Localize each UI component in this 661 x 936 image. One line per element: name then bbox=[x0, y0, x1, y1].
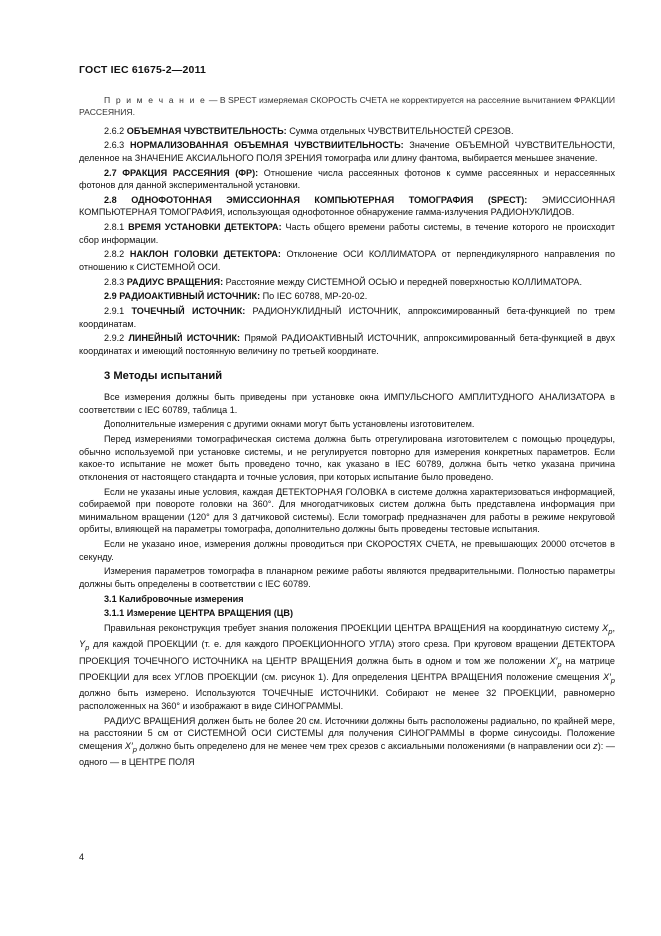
section-3-paragraph: Если не указано иное, измерения должны проводиться при СКОРОСТЯХ СЧЕТА, не превышающих 20000 отсчетов в секунду. bbox=[79, 539, 615, 562]
cor-paragraph-1 bbox=[79, 622, 615, 713]
def-text: Расстояние между СИСТЕМНОЙ ОСЬЮ и передней поверхностью КОЛЛИМАТОРА. bbox=[223, 276, 583, 287]
subscript-p: p bbox=[608, 626, 613, 636]
section-3-paragraph: Если не указаны иные условия, каждая ДЕТЕКТОРНАЯ ГОЛОВКА в системе должна характеризоваться информацией, собираемой при повороте головки на 360°. Для многодатчиковых систем должна быть представлена информация при минимальном вращении (120° для 3 датчиковой системы). Если томограф предназначен для работы в режиме некруговой орбиты, влияющей на параметры томографа, дополнительно должны быть проведены тестовые испытания. bbox=[79, 486, 615, 535]
def-2-7 bbox=[79, 167, 615, 192]
subscript-p: p bbox=[132, 744, 137, 754]
symbol-xprime: X′ bbox=[124, 740, 133, 751]
cor-paragraph-2 bbox=[79, 715, 615, 769]
text-run: ): — одного — в ЦЕНТРЕ ПОЛЯ bbox=[79, 740, 615, 768]
def-term: ВРЕМЯ УСТАНОВКИ ДЕТЕКТОРА: bbox=[128, 222, 282, 233]
def-number: 2.7 bbox=[104, 167, 117, 178]
def-text: Отклонение ОСИ КОЛЛИМАТОРА от перпендикулярного направления по отношению к СИСТЕМНОЙ ОСИ. bbox=[79, 249, 616, 272]
def-number: 2.8.2 bbox=[104, 249, 125, 260]
def-2-8-1 bbox=[79, 221, 615, 246]
def-number: 2.9.1 bbox=[104, 306, 125, 317]
symbol-z: z bbox=[593, 740, 598, 751]
def-term: ТОЧЕЧНЫЙ ИСТОЧНИК: bbox=[131, 306, 246, 317]
def-2-8 bbox=[79, 194, 615, 219]
def-term: РАДИОАКТИВНЫЙ ИСТОЧНИК: bbox=[119, 291, 261, 302]
def-text: РАДИОНУКЛИДНЫЙ ИСТОЧНИК, аппроксимированный бета-функцией по трем координатам. bbox=[79, 306, 615, 329]
def-text: Значение ОБЪЕМНОЙ ЧУВСТВИТЕЛЬНОСТИ, деленное на ЗНАЧЕНИЕ АКСИАЛЬНОГО ПОЛЯ ЗРЕНИЯ томографа или длину фантома, выбирается меньшее значение. bbox=[79, 140, 615, 163]
def-term: ЛИНЕЙНЫЙ ИСТОЧНИК: bbox=[128, 333, 241, 344]
def-2-8-3 bbox=[79, 276, 615, 289]
section-3-heading: 3 Методы испытаний bbox=[104, 369, 223, 382]
section-3-paragraph: Перед измерениями томографическая система должна быть отрегулирована изготовителем с помощью процедуры, обычно используемой при установке системы, и не регулируется повторно для измерения конкретных параметров. Если какое-то испытание не может быть проведено точно, как указано в IEC 60789, должна быть четко указана причина отклонения от настоящего стандарта и точные условия, при которых испытание было проведено. bbox=[79, 434, 615, 482]
symbol-xprime: X′ bbox=[549, 655, 558, 666]
def-2-9-1 bbox=[79, 305, 615, 330]
def-number: 2.9.2 bbox=[104, 333, 125, 344]
def-term: НАКЛОН ГОЛОВКИ ДЕТЕКТОРА: bbox=[129, 249, 281, 260]
def-text: По IEC 60788, МР-20-02. bbox=[260, 291, 368, 302]
def-number: 2.9 bbox=[104, 291, 117, 302]
document-header: ГОСТ IEC 61675-2—2011 bbox=[79, 64, 207, 76]
section-3-paragraph: Все измерения должны быть приведены при установке окна ИМПУЛЬСНОГО АМПЛИТУДНОГО АНАЛИЗАТОРА в соответствии с IEC 60789, таблица 1. bbox=[79, 392, 615, 415]
def-number: 2.6.2 bbox=[104, 125, 125, 136]
def-term: РАДИУС ВРАЩЕНИЯ: bbox=[126, 276, 224, 287]
symbol-yp: Y bbox=[79, 639, 86, 650]
def-term: ФРАКЦИЯ РАССЕЯНИЯ (ФР): bbox=[122, 167, 259, 178]
text-run: Правильная реконструкция требует знания положения ПРОЕКЦИИ ЦЕНТРА ВРАЩЕНИЯ на координатную систему bbox=[104, 622, 603, 633]
symbol-xp: X bbox=[602, 622, 609, 633]
symbol-xprime: X′ bbox=[603, 672, 611, 682]
def-text: ЭМИССИОННАЯ КОМПЬЮТЕРНАЯ ТОМОГРАФИЯ, использующая однофотонное обнаружение гамма-излучения РАДИОНУКЛИДОВ. bbox=[79, 194, 616, 218]
def-term: ОДНОФОТОННАЯ ЭМИССИОННАЯ КОМПЬЮТЕРНАЯ ТОМОГРАФИЯ (SPECT): bbox=[131, 194, 528, 205]
page-number: 4 bbox=[79, 852, 85, 862]
note-label: П р и м е ч а н и е bbox=[104, 95, 207, 105]
def-number: 2.8.3 bbox=[104, 276, 125, 287]
section-3-1-1-heading: 3.1.1 Измерение ЦЕНТРА ВРАЩЕНИЯ (ЦВ) bbox=[104, 608, 294, 619]
subscript-p: p bbox=[85, 643, 90, 652]
def-text: Сумма отдельных ЧУВСТВИТЕЛЬНОСТЕЙ СРЕЗОВ. bbox=[286, 125, 514, 136]
note-text: — В SPECT измеряемая СКОРОСТЬ СЧЕТА не корректируется на рассеяние вычитанием ФРАКЦИИ РАССЕЯНИЯ. bbox=[79, 95, 615, 117]
section-3-1-heading: 3.1 Калибровочные измерения bbox=[104, 593, 244, 604]
def-2-6-2 bbox=[79, 125, 615, 138]
section-3-paragraph: Измерения параметров томографа в планарном режиме работы являются предварительными. Полностью параметры должны быть определены в соответствии с IEC 60789. bbox=[79, 566, 615, 589]
text-run: должно быть измерено. Используются ТОЧЕЧНЫЕ ИСТОЧНИКИ. Собирают не менее 32 ПРОЕКЦИИ, равномерно расположенных на 360° и изображают в виде СИНОГРАММЫ. bbox=[79, 688, 615, 711]
def-text: Прямой РАДИОАКТИВНЫЙ ИСТОЧНИК, аппроксимированный бета-функцией в двух координатах и имеющий постоянную величину по третьей координате. bbox=[79, 333, 615, 356]
def-term: НОРМАЛИЗОВАННАЯ ОБЪЕМНАЯ ЧУВСТВИИТЕЛЬНОСТЬ: bbox=[129, 140, 404, 151]
text-run: на матрице ПРОЕКЦИИ для всех УГЛОВ ПРОЕКЦИИ (см. рисунок 1). Для определения ЦЕНТРА ВРАЩЕНИЯ положение смещения bbox=[79, 655, 615, 682]
def-2-9-2 bbox=[79, 332, 615, 357]
subscript-p: p bbox=[610, 675, 615, 685]
def-number: 2.8 bbox=[104, 194, 117, 205]
page-content bbox=[79, 95, 615, 771]
def-text: Часть общего времени работы системы, в течение которого не происходит сбор информации. bbox=[79, 222, 615, 245]
def-text: Отношение числа рассеянных фотонов к сумме рассеянных и нерассеянных фотонов для данной экспериментальной установки. bbox=[79, 167, 615, 191]
text-run: РАДИУС ВРАЩЕНИЯ должен быть не более 20 см. Источники должны быть расположены радиально, по крайней мере, на расстоянии 5 см от СИСТЕМНОЙ ОСИ СИСТЕМЫ для получения СИНОГРАММЫ в форме синусоиды. Положение смещения bbox=[79, 715, 615, 751]
def-2-6-3 bbox=[79, 139, 615, 164]
text-run: , bbox=[612, 622, 615, 633]
note bbox=[79, 95, 615, 119]
text-run: для каждой ПРОЕКЦИИ (т. е. для каждого ПРОЕКЦИОННОГО УГЛА) этого среза. При круговом вращении ДЕТЕКТОРА ПРОЕКЦИЯ ТОЧЕЧНОГО ИСТОЧНИКА на ЦЕНТР ВРАЩЕНИЯ должна быть в одном и том же положении bbox=[79, 639, 615, 666]
def-number: 2.8.1 bbox=[104, 222, 125, 233]
def-number: 2.6.3 bbox=[104, 140, 125, 151]
def-2-9 bbox=[79, 290, 615, 303]
def-term: ОБЪЕМНАЯ ЧУВСТВИТЕЛЬНОСТЬ: bbox=[126, 125, 287, 136]
subscript-p: p bbox=[557, 659, 562, 669]
section-3-paragraph: Дополнительные измерения с другими окнами могут быть установлены изготовителем. bbox=[104, 419, 475, 430]
text-run: должно быть определено для не менее чем трех срезов с аксиальными положениями (в направлении оси bbox=[136, 740, 594, 751]
def-2-8-2 bbox=[79, 248, 615, 273]
